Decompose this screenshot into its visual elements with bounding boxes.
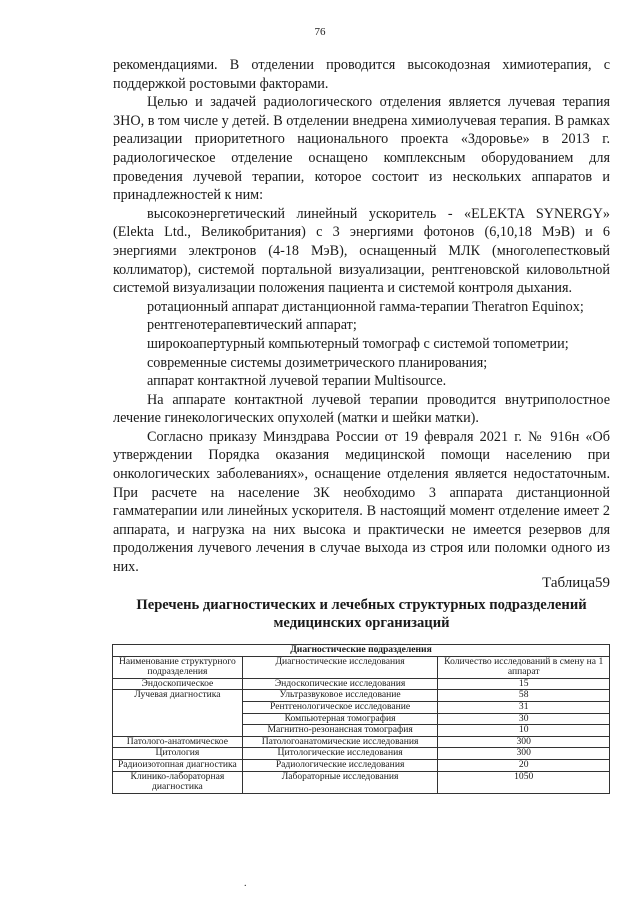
- cell-study: Рентгенологическое исследование: [242, 701, 438, 713]
- table-caption: Таблица59: [542, 575, 610, 591]
- paragraph-order: Согласно приказу Минздрава России от 19 февраля 2021 г. № 916н «Об утверждении Порядка оказания медицинской помощи населению при онкологических заболеваниях», оснащение отделения является недостаточным. При расчете на население ЗК необходимо 3 аппарата дистанционной гамматерапии или линейных ускорителя. В настоящий момент отделение имеет 2 аппарата, и нагрузка на них высока и практически не имеется резервов для продолжения лучевого лечения в случае выхода из строя или поломки одного из них.: [113, 428, 610, 576]
- header-count: Количество исследований в смену на 1 аппарат: [438, 656, 610, 678]
- diagnostic-units-table: [112, 644, 610, 794]
- cell-study: Магнитно-резонансная томография: [242, 725, 438, 737]
- cell-study: Ультразвуковое исследование: [242, 690, 438, 702]
- cell-unit: Патолого-анатомическое: [113, 736, 243, 748]
- cell-count: 10: [438, 725, 610, 737]
- page-number: 76: [314, 26, 326, 38]
- table-row: [113, 736, 610, 748]
- table-title: [113, 596, 610, 632]
- cell-count: 20: [438, 759, 610, 771]
- header-study: Диагностические исследования: [242, 656, 438, 678]
- paragraph-linac: высокоэнергетический линейный ускоритель - «ELEKTA SYNERGY» (Elekta Ltd., Великобритания) с 3 энергиями фотонов (6,10,18 МэВ) и 6 энергиями электронов (4-18 МэВ), оснащенный МЛК (многолепестковый коллиматор), системой портальной визуализации, рентгеновской киловольтной системой визуализации положения пациента и системой контроля дыхания.: [113, 205, 610, 297]
- table-row: [113, 759, 610, 771]
- equipment-item: ротационный аппарат дистанционной гамма-терапии Theratron Equinox;: [147, 298, 584, 315]
- cell-unit: Радиоизотопная диагностика: [113, 759, 243, 771]
- cell-unit: Эндоскопическое: [113, 678, 243, 690]
- table-header-row: [113, 656, 610, 678]
- cell-count: 31: [438, 701, 610, 713]
- cell-study: Цитологические исследования: [242, 748, 438, 760]
- table-title-line: медицинских организаций: [273, 615, 450, 631]
- table-row: [113, 678, 610, 690]
- cell-unit: Клинико-лабораторная диагностика: [113, 771, 243, 793]
- cell-study: Радиологические исследования: [242, 759, 438, 771]
- equipment-item: современные системы дозиметрического планирования;: [147, 354, 488, 371]
- table-row: [113, 748, 610, 760]
- equipment-item: аппарат контактной лучевой терапии Multisource.: [147, 373, 447, 390]
- table-group-row: [113, 645, 610, 657]
- cell-study: Патологоанатомические исследования: [242, 736, 438, 748]
- paragraph-brachytherapy: На аппарате контактной лучевой терапии проводится внутриполостное лечение гинекологических опухолей (матки и шейки матки).: [113, 391, 610, 427]
- cell-study: Компьютерная томография: [242, 713, 438, 725]
- paragraph-2: Целью и задачей радиологического отделения является лучевая терапия ЗНО, в том числе у детей. В отделении внедрена химиолучевая терапия. В рамках реализации приоритетного национального проекта «Здоровье» в 2013 г. радиологическое отделение оснащено комплексным оборудованием для проведения лучевой терапии, которое состоит из нескольких аппаратов и принадлежностей к ним:: [113, 94, 610, 204]
- equipment-item: рентгенотерапевтический аппарат;: [147, 317, 357, 334]
- cell-count: 15: [438, 678, 610, 690]
- cell-count: 58: [438, 690, 610, 702]
- cell-study: Лабораторные исследования: [242, 771, 438, 793]
- table-row: [113, 771, 610, 793]
- body-text: [113, 56, 610, 577]
- equipment-item: широкоапертурный компьютерный томограф с системой топометрии;: [147, 335, 569, 352]
- cell-study: Эндоскопические исследования: [242, 678, 438, 690]
- group-header: Диагностические подразделения: [113, 645, 610, 657]
- cell-count: 1050: [438, 771, 610, 793]
- cell-count: 30: [438, 713, 610, 725]
- cell-count: 300: [438, 736, 610, 748]
- cell-unit: Лучевая диагностика: [113, 690, 243, 736]
- table-row: [113, 690, 610, 702]
- footer-mark: .: [244, 878, 247, 889]
- cell-unit: Цитология: [113, 748, 243, 760]
- paragraph-1: рекомендациями. В отделении проводится высокодозная химиотерапия, с поддержкой ростовыми факторами.: [113, 57, 610, 92]
- table-title-line: Перечень диагностических и лечебных структурных подразделений: [136, 597, 587, 613]
- header-unit: Наименование структурного подразделения: [113, 656, 243, 678]
- cell-count: 300: [438, 748, 610, 760]
